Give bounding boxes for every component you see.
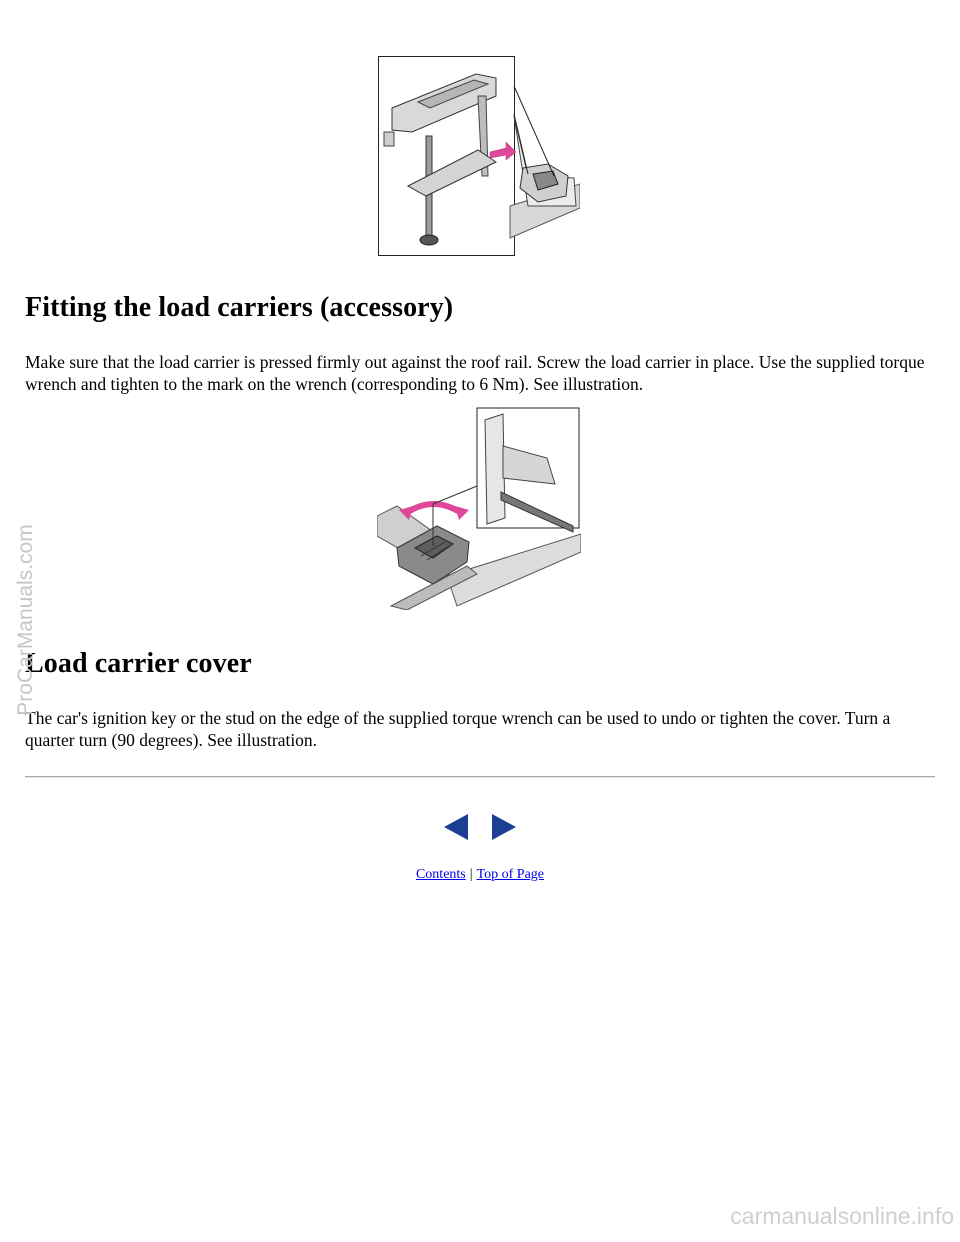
footer-watermark: carmanualsonline.info xyxy=(730,1203,954,1229)
section-heading-fitting: Fitting the load carriers (accessory) xyxy=(25,292,454,323)
svg-text:·: · xyxy=(553,542,555,547)
arrow-right-icon xyxy=(486,812,520,842)
page-navigation xyxy=(440,812,520,842)
load-carrier-fitting-illustration xyxy=(378,56,580,256)
link-separator: | xyxy=(469,867,473,882)
cover-instructions: The car's ignition key or the stud on the edge of the supplied torque wrench can be used to undo or tighten the cover. Turn a quarter turn (90 degrees). See illustration. xyxy=(25,708,891,750)
next-page-button[interactable] xyxy=(486,812,520,842)
horizontal-divider xyxy=(25,776,935,778)
section-heading-cover: Load carrier cover xyxy=(25,648,252,679)
arrow-left-icon xyxy=(440,812,474,842)
top-of-page-link[interactable]: Top of Page xyxy=(476,867,545,882)
load-carrier-cover-illustration xyxy=(377,406,581,610)
fitting-instructions: Make sure that the load carrier is pressed firmly out against the roof rail. Screw the load carrier in place. Use the supplied torque wrench and tighten to the mark on the wrench (corresponding to 6 Nm). See illustration. xyxy=(25,352,925,394)
previous-page-button[interactable] xyxy=(440,812,474,842)
side-watermark: ProCarManuals.com xyxy=(14,524,37,716)
svg-text:·: · xyxy=(556,248,558,253)
footer-links xyxy=(0,867,960,883)
contents-link[interactable]: Contents xyxy=(415,867,466,882)
